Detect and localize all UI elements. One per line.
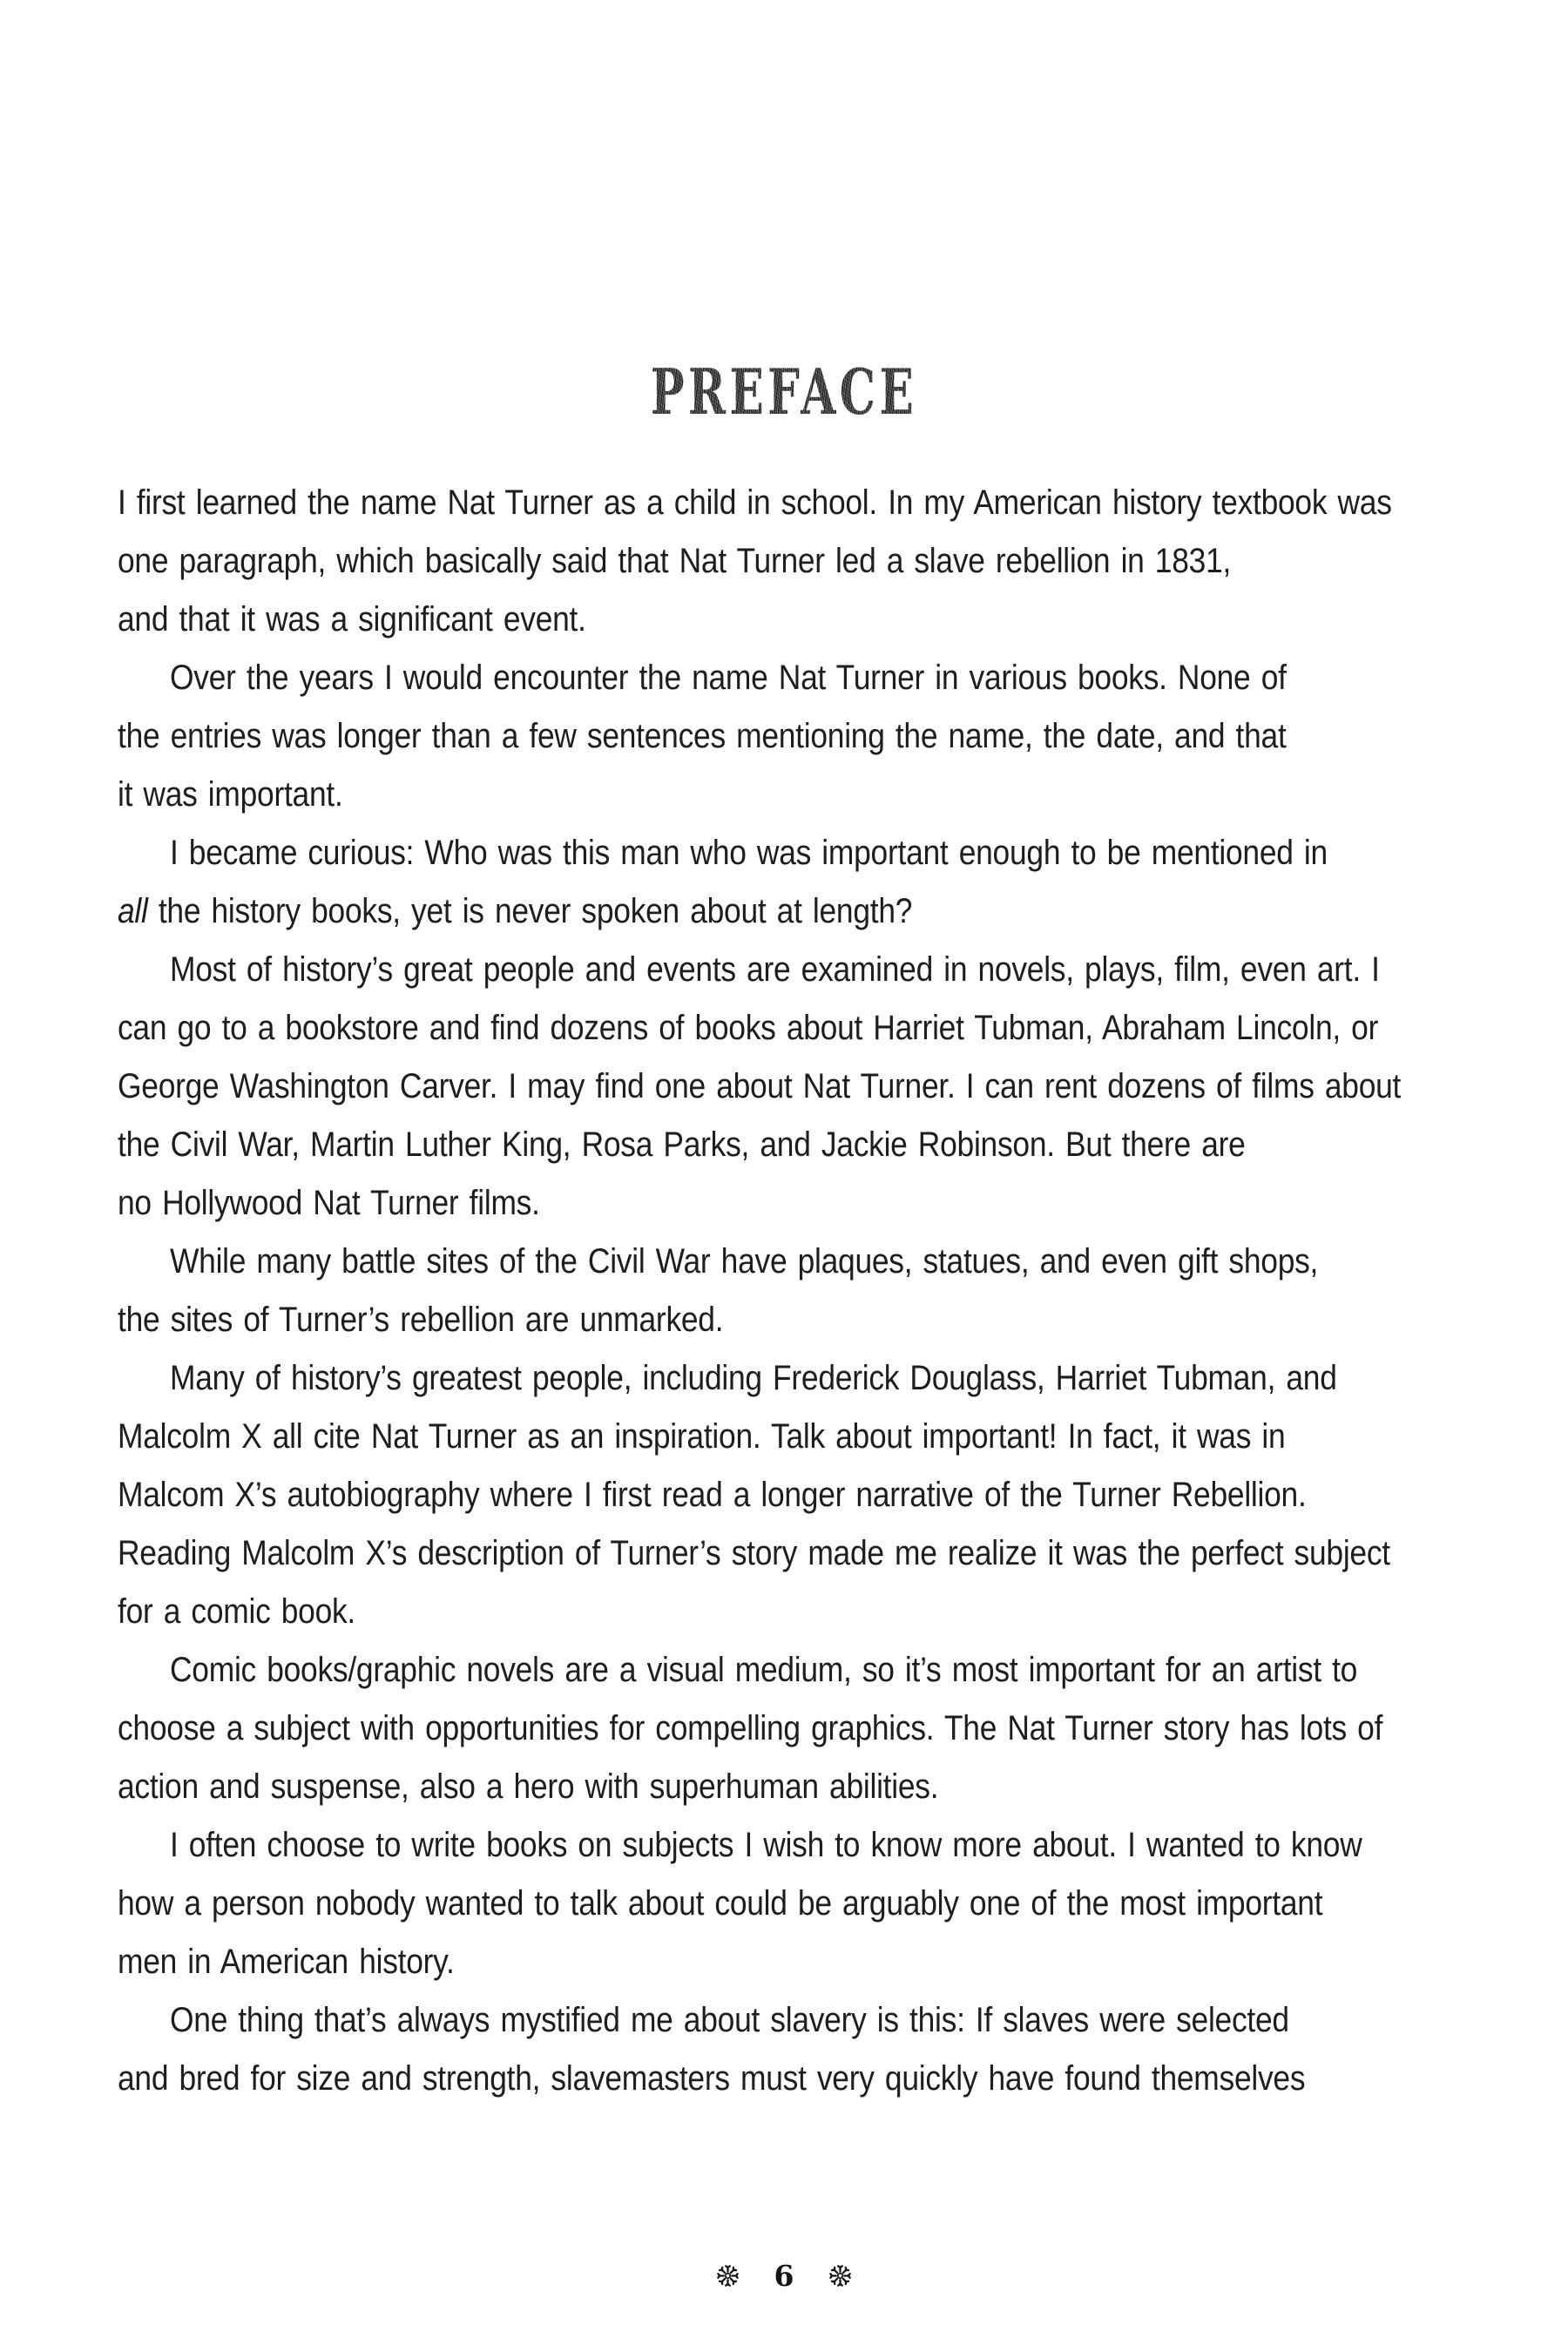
body-line-segment: While many battle sites of the Civil War have plaques, statues, and even gift shops, bbox=[170, 1242, 1319, 1281]
body-line bbox=[170, 941, 1380, 999]
body-line bbox=[118, 2050, 1367, 2108]
body-line bbox=[170, 1816, 1373, 1875]
body-line bbox=[170, 1233, 1373, 1291]
body-line bbox=[118, 1933, 1367, 1991]
page-title: PREFACE bbox=[650, 355, 918, 429]
body-line-segment: I became curious: Who was this man who was important enough to be mentioned in bbox=[170, 834, 1328, 872]
body-line bbox=[118, 1116, 1367, 1174]
body-line bbox=[118, 1466, 1367, 1524]
body-line bbox=[118, 999, 1379, 1058]
body-line-segment: choose a subject with opportunities for compelling graphics. The Nat Turner story has lots of bbox=[118, 1709, 1383, 1747]
body-line bbox=[170, 824, 1373, 882]
body-line-segment: it was important. bbox=[118, 775, 343, 814]
body-line-segment: the Civil War, Martin Luther King, Rosa Parks, and Jackie Robinson. But there are bbox=[118, 1125, 1246, 1164]
body-line bbox=[170, 1641, 1373, 1700]
body-line-segment: the history books, yet is never spoken about at length? bbox=[147, 892, 913, 930]
snowflake-ornament-icon bbox=[828, 2264, 852, 2288]
body-line bbox=[118, 1291, 1367, 1349]
body-line-segment: how a person nobody wanted to talk about could be arguably one of the most important bbox=[118, 1884, 1323, 1923]
body-line-segment: Over the years I would encounter the name Nat Turner in various books. None of bbox=[170, 659, 1287, 697]
page-footer bbox=[0, 2259, 1568, 2293]
body-line bbox=[118, 1174, 1367, 1233]
body-line bbox=[118, 1408, 1367, 1466]
body-line bbox=[118, 1058, 1402, 1116]
body-line-segment: can go to a bookstore and find dozens of books about Harriet Tubman, Abraham Lincoln, or bbox=[118, 1009, 1379, 1047]
body-line bbox=[118, 766, 1367, 824]
body-line bbox=[118, 1758, 1367, 1816]
body-line-segment: for a comic book. bbox=[118, 1592, 356, 1631]
body-line-segment: no Hollywood Nat Turner films. bbox=[118, 1184, 540, 1222]
body-line bbox=[170, 649, 1373, 707]
body-line-segment: the entries was longer than a few sentences mentioning the name, the date, and that bbox=[118, 717, 1287, 755]
body-line-segment: Malcolm X all cite Nat Turner as an inspiration. Talk about important! In fact, it was in bbox=[118, 1417, 1286, 1456]
page-number: 6 bbox=[774, 2259, 794, 2293]
body-line bbox=[118, 1524, 1390, 1583]
body-line-segment: one paragraph, which basically said that Nat Turner led a slave rebellion in 1831, bbox=[118, 542, 1232, 580]
body-line bbox=[118, 1583, 1367, 1641]
body-line-segment: and that it was a significant event. bbox=[118, 600, 586, 639]
body-line-segment: I often choose to write books on subjects I wish to know more about. I wanted to know bbox=[170, 1826, 1362, 1864]
body-line-segment: and bred for size and strength, slavemasters must very quickly have found themselves bbox=[118, 2059, 1306, 2098]
body-line-segment: One thing that’s always mystified me about slavery is this: If slaves were selected bbox=[170, 2001, 1289, 2039]
body-line-italic-segment: all bbox=[118, 892, 148, 930]
body-line-segment: Malcom X’s autobiography where I first read a longer narrative of the Turner Rebellion. bbox=[118, 1476, 1307, 1514]
body-line-segment: Comic books/graphic novels are a visual medium, so it’s most important for an artist to bbox=[170, 1651, 1358, 1689]
body-line-segment: Reading Malcolm X’s description of Turner’s story made me realize it was the perfect subject bbox=[118, 1534, 1390, 1572]
body-line bbox=[118, 882, 1367, 941]
body-line bbox=[170, 1349, 1373, 1408]
body-line-segment: the sites of Turner’s rebellion are unmarked. bbox=[118, 1301, 724, 1339]
body-line bbox=[170, 1991, 1373, 2050]
snowflake-ornament-icon bbox=[716, 2264, 740, 2288]
body-line-segment: Most of history’s great people and events are examined in novels, plays, film, even art. I bbox=[170, 950, 1380, 989]
body-line bbox=[118, 474, 1392, 532]
body-line-segment: action and suspense, also a hero with superhuman abilities. bbox=[118, 1767, 939, 1806]
body-line-segment: Many of history’s greatest people, including Frederick Douglass, Harriet Tubman, and bbox=[170, 1359, 1337, 1397]
body-line-segment: men in American history. bbox=[118, 1943, 455, 1981]
preface-body bbox=[118, 474, 1529, 2108]
page-title-row bbox=[0, 355, 1568, 429]
body-line bbox=[118, 532, 1367, 591]
body-line bbox=[118, 1700, 1383, 1758]
body-line-segment: I first learned the name Nat Turner as a child in school. In my American history textbook was bbox=[118, 483, 1392, 522]
body-line-segment: George Washington Carver. I may find one about Nat Turner. I can rent dozens of films about bbox=[118, 1067, 1402, 1105]
body-line bbox=[118, 1875, 1367, 1933]
body-line bbox=[118, 707, 1367, 766]
body-line bbox=[118, 591, 1367, 649]
